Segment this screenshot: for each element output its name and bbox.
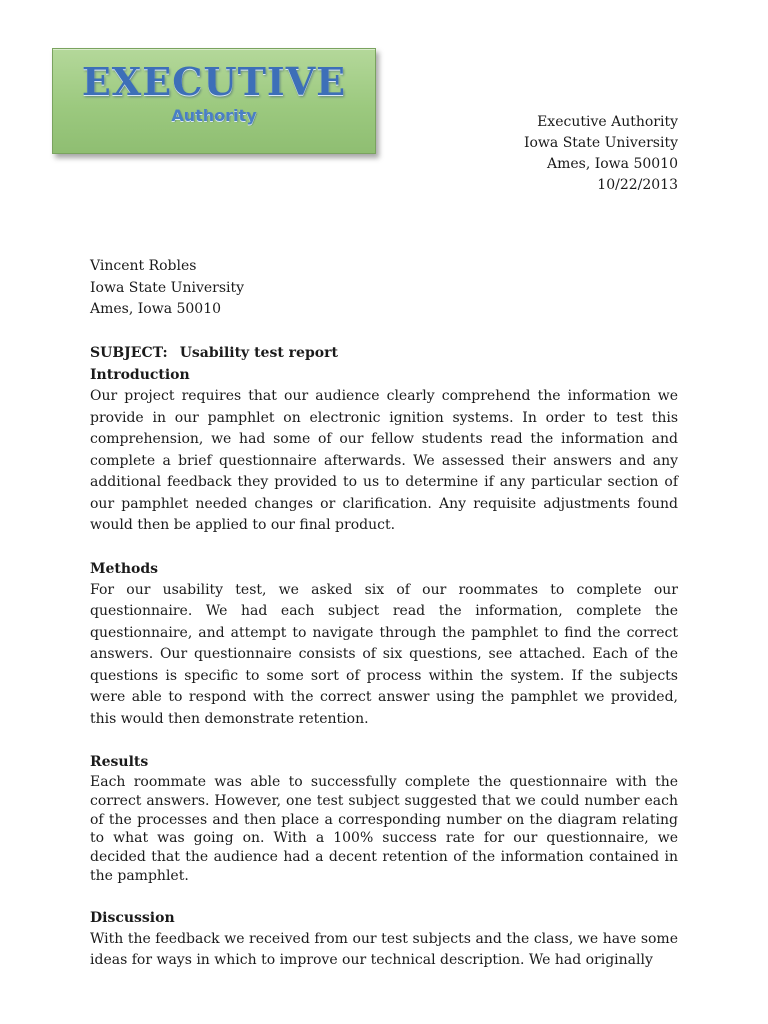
recipient-name: Vincent Robles xyxy=(90,258,197,274)
subject-line xyxy=(90,342,678,364)
logo-title: EXECUTIVE xyxy=(81,59,347,104)
recipient-org: Iowa State University xyxy=(90,279,245,296)
results-paragraph: Each roommate was able to successfully complete the questionnaire with the correct answers. However, one test subject suggested that we could number each of the processes and then place a corresponding number on the diagram relating to what was going on. With a 100% success rate for our questionnaire, we decided that the audience had a decent retention of the information contained in the pamphlet. xyxy=(90,774,678,884)
recipient-address xyxy=(90,256,244,321)
discussion-paragraph: With the feedback we received from our test subjects and the class, we have some ideas for ways in which to improve our technical description. We had originally xyxy=(90,930,678,969)
methods-heading: Methods xyxy=(90,560,159,577)
section-spacer xyxy=(90,730,678,751)
sender-org: Iowa State University xyxy=(523,135,678,151)
methods-paragraph: For our usability test, we asked six of our roommates to complete our questionnaire. We had each subject read the information, complete the questionnaire, and attempt to navigate through the pamphlet to find the correct answers. Our questionnaire consists of six questions, see attached. Each of the questions is specific to some sort of process within the system. If the subjects were able to respond with the correct answer using the pamphlet we provided, this would then demonstrate retention. xyxy=(90,581,678,727)
recipient-city: Ames, Iowa 50010 xyxy=(90,301,222,317)
section-spacer xyxy=(90,537,678,558)
logo-subtitle: Authority xyxy=(171,106,257,125)
letter-body xyxy=(90,342,678,972)
introduction-heading: Introduction xyxy=(90,367,190,383)
letter-date: 10/22/2013 xyxy=(597,177,678,193)
introduction-paragraph: Our project requires that our audience clearly comprehend the information we provide in our pamphlet on electronic ignition systems. In order to test this comprehension, we had some of our fellow students read the information and complete a brief questionnaire afterwards. We assessed their answers and any additional feedback they provided to us to determine if any particular section of our pamphlet needed changes or clarification. Any requisite adjustments found would then be applied to our final product. xyxy=(90,388,678,533)
sender-name: Executive Authority xyxy=(537,114,678,130)
subject-text: Usability test report xyxy=(179,345,338,361)
executive-authority-logo xyxy=(52,48,376,154)
sender-address xyxy=(524,112,678,196)
section-spacer xyxy=(90,886,678,907)
results-heading: Results xyxy=(90,754,149,770)
subject-label: SUBJECT: xyxy=(90,345,168,361)
sender-city: Ames, Iowa 50010 xyxy=(546,156,678,172)
discussion-heading: Discussion xyxy=(90,909,175,926)
